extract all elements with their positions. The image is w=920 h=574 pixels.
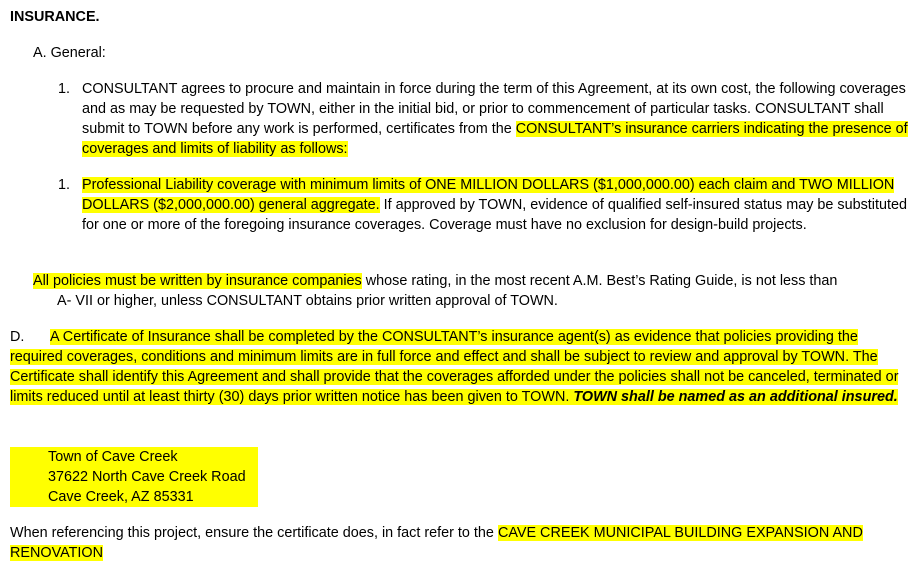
- highlighted-text: All policies must be written by insurance companies: [33, 273, 362, 289]
- additional-insured-text: TOWN shall be named as an additional insured.: [573, 389, 898, 405]
- address-line-2: 37622 North Cave Creek Road: [48, 469, 246, 485]
- address-line-1: Town of Cave Creek: [48, 449, 178, 465]
- subsection-a-label: A. General:: [33, 45, 106, 61]
- all-policies-line-1: [33, 271, 908, 291]
- all-policies-paragraph: [33, 271, 908, 311]
- all-policies-line-2: A- VII or higher, unless CONSULTANT obtains prior written approval of TOWN.: [57, 293, 558, 309]
- paragraph-text: If approved by TOWN, evidence of qualified self-insured status may be substituted for one or more of the foregoing insurance coverages. Coverage must have no exclusion for design-build projects.: [82, 197, 908, 233]
- list-item-body: [82, 175, 908, 235]
- list-item-number: 1.: [58, 177, 71, 193]
- list-item-coverages: [58, 79, 908, 159]
- highlighted-text: Professional Liability coverage with minimum limits of ONE MILLION DOLLARS ($1,000,000.00) each claim and TWO MILLION DOLLARS ($2,000,000.00) general aggregate.: [82, 177, 895, 213]
- highlighted-text: CONSULTANT’s insurance carriers indicating the presence of coverages and limits of liability as follows:: [82, 121, 908, 157]
- address-highlight: [10, 447, 258, 507]
- list-item-number: 1.: [58, 81, 71, 97]
- section-d-label: D.: [10, 329, 25, 345]
- paragraph-text: whose rating, in the most recent A.M. Best’s Rating Guide, is not less than: [361, 273, 838, 289]
- paragraph-text: When referencing this project, ensure the certificate does, in fact refer to the: [10, 525, 498, 541]
- paragraph-text: CONSULTANT agrees to procure and maintain in force during the term of this Agreement, at its own cost, the following coverages and as may be requested by TOWN, either in the initial bid, or prior to commencement of particular tasks. CONSULTANT shall submit to TOWN before any work is performed, certificates from the: [82, 81, 906, 137]
- referencing-paragraph: [10, 523, 908, 563]
- list-item-body: [82, 79, 908, 159]
- list-item-professional-liability: [58, 175, 908, 235]
- section-d-paragraph: [10, 327, 908, 407]
- highlighted-project-name: CAVE CREEK MUNICIPAL BUILDING EXPANSION AND RENOVATION: [10, 525, 863, 561]
- address-line-3: Cave Creek, AZ 85331: [48, 489, 194, 505]
- highlighted-text: A Certificate of Insurance shall be completed by the CONSULTANT’s insurance agent(s) as evidence that policies providing the required coverages, conditions and minimum limits are in full force and effect and shall be subject to review and approval by TOWN. The Certificate shall identify this Agreement and shall provide that the coverages afforded under the policies shall not be canceled, terminated or limits reduced until at least thirty (30) days prior written notice has been given to TOWN.: [10, 329, 899, 405]
- section-heading: INSURANCE.: [10, 9, 100, 25]
- address-block: [10, 447, 270, 507]
